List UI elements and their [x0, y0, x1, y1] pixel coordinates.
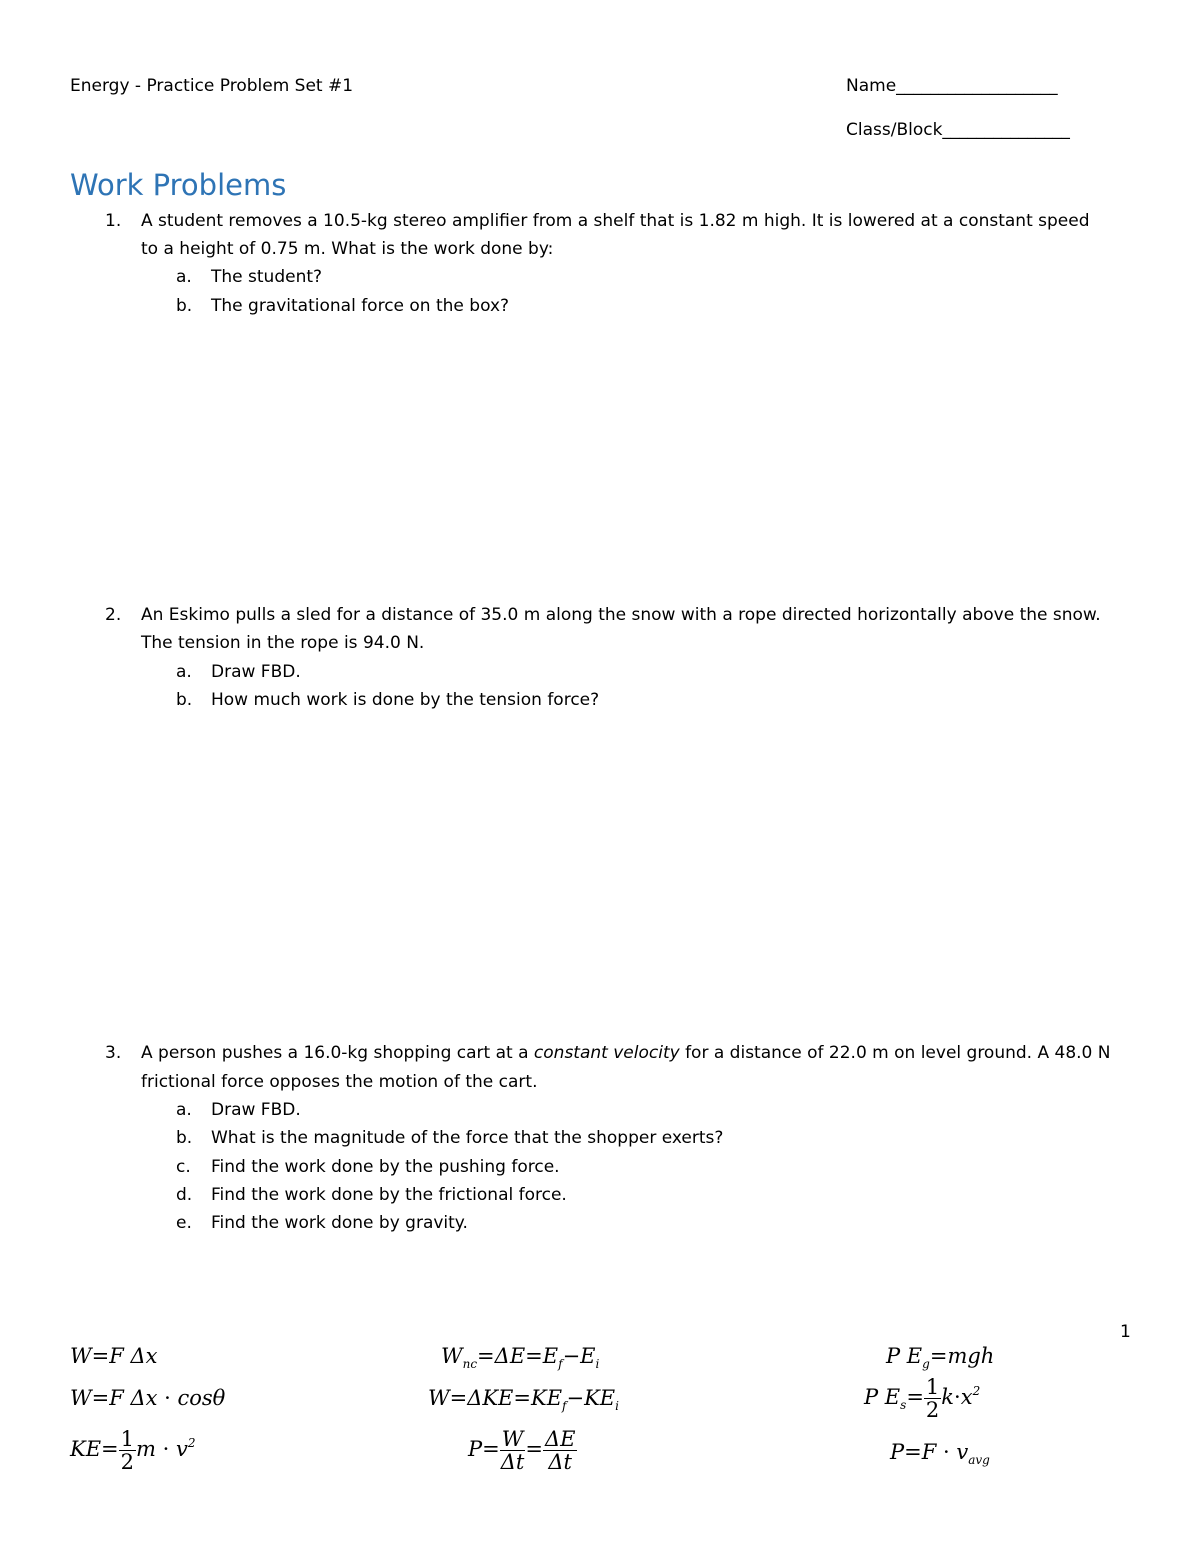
- problem-3-line-1-end: for a distance of 22.0 m on level ground. A 48.0 N: [679, 1043, 1111, 1063]
- problem-3d-label: d.: [176, 1185, 193, 1205]
- problem-3-line-1: [141, 1043, 1111, 1063]
- name-field[interactable]: Name___________________: [846, 76, 1058, 96]
- problem-1-line-1: A student removes a 10.5-kg stereo amplifier from a shelf that is 1.82 m high. It is lowered at a constant speed: [141, 211, 1090, 231]
- problem-1a-label: a.: [176, 267, 192, 287]
- problem-1b-label: b.: [176, 296, 193, 316]
- page-number: 1: [1120, 1322, 1131, 1342]
- formula-work: W=F Δx: [70, 1344, 158, 1368]
- formula-work-energy: $W=\Delta KE=KE_f-KE_i$: [428, 1386, 619, 1413]
- formula-power: P= $\frac{W}{\Delta t}$ = $\frac{\Delta E}{\Delta t}$: [468, 1427, 576, 1474]
- problem-3c-label: c.: [176, 1157, 191, 1177]
- formula-power-velocity: $P=F \cdot v_{avg}$: [890, 1440, 990, 1467]
- formula-gravitational-pe: P $E_g=mgh$: [886, 1344, 995, 1371]
- problem-3b-label: b.: [176, 1128, 193, 1148]
- formula-kinetic-energy: KE= $\frac{1}{2}$ $m \cdot v^2$: [70, 1427, 196, 1474]
- formula-spring-pe: P $E_s=$ $\frac{1}{2}$ $k\cdot x^2$: [864, 1375, 981, 1422]
- problem-3a-text: Draw FBD.: [211, 1100, 301, 1120]
- problem-3b-text: What is the magnitude of the force that the shopper exerts?: [211, 1128, 724, 1148]
- problem-2-line-2: The tension in the rope is 94.0 N.: [141, 633, 425, 653]
- formula-work-angle: W=F Δx · cosθ: [70, 1386, 226, 1410]
- problem-3-emphasis: constant velocity: [533, 1043, 680, 1063]
- section-title: Work Problems: [70, 168, 287, 202]
- problem-3-line-1-start: A person pushes a 16.0-kg shopping cart at a: [141, 1043, 534, 1063]
- problem-3d-text: Find the work done by the frictional force.: [211, 1185, 567, 1205]
- problem-1b-text: The gravitational force on the box?: [211, 296, 510, 316]
- problem-2-line-1: An Eskimo pulls a sled for a distance of 35.0 m along the snow with a rope directed horizontally above the snow.: [141, 605, 1101, 625]
- problem-2a-text: Draw FBD.: [211, 662, 301, 682]
- problem-1-number: 1.: [105, 211, 122, 231]
- problem-3a-label: a.: [176, 1100, 192, 1120]
- problem-2b-text: How much work is done by the tension force?: [211, 690, 600, 710]
- problem-1-line-2: to a height of 0.75 m. What is the work done by:: [141, 239, 554, 259]
- formula-work-nonconservative: $W_{nc}=\Delta E=E_f-E_i$: [441, 1344, 600, 1371]
- problem-3e-label: e.: [176, 1213, 192, 1233]
- problem-3e-text: Find the work done by gravity.: [211, 1213, 468, 1233]
- problem-1a-text: The student?: [211, 267, 323, 287]
- problem-3-line-2: frictional force opposes the motion of the cart.: [141, 1072, 538, 1092]
- class-block-field[interactable]: Class/Block_______________: [846, 120, 1070, 140]
- problem-2-number: 2.: [105, 605, 122, 625]
- problem-3-number: 3.: [105, 1043, 122, 1063]
- document-title: Energy - Practice Problem Set #1: [70, 76, 354, 96]
- problem-2a-label: a.: [176, 662, 192, 682]
- problem-3c-text: Find the work done by the pushing force.: [211, 1157, 560, 1177]
- problem-2b-label: b.: [176, 690, 193, 710]
